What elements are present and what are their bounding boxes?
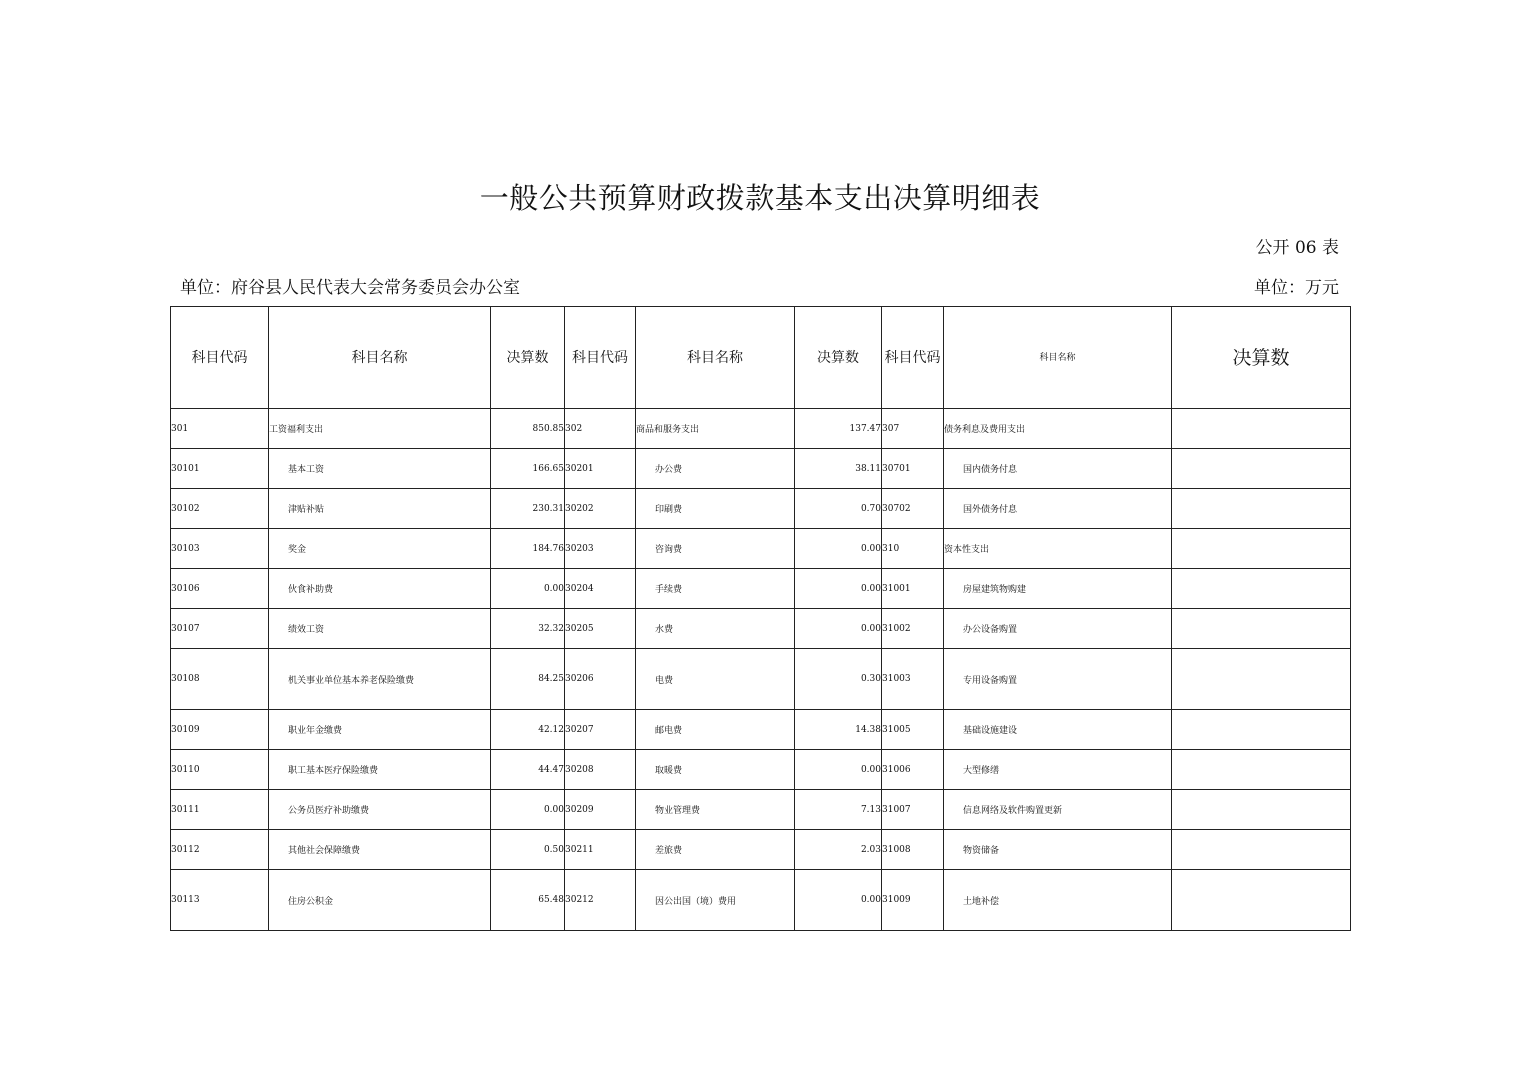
name-cell: 因公出国（境）费用 <box>636 870 795 931</box>
code-cell: 31009 <box>882 870 944 931</box>
code-cell: 30110 <box>171 750 269 790</box>
code-cell: 30209 <box>565 790 636 830</box>
name-cell: 信息网络及软件购置更新 <box>944 790 1172 830</box>
code-cell: 31002 <box>882 609 944 649</box>
name-cell: 职业年金缴费 <box>269 710 491 750</box>
name-cell: 公务员医疗补助缴费 <box>269 790 491 830</box>
table-row <box>171 750 1351 790</box>
amount-cell: 2.03 <box>795 830 882 870</box>
amount-cell <box>1172 529 1351 569</box>
amount-cell <box>1172 750 1351 790</box>
amount-cell <box>1172 569 1351 609</box>
amount-cell: 84.25 <box>491 649 565 710</box>
header-code-1: 科目代码 <box>171 307 269 409</box>
code-cell: 302 <box>565 409 636 449</box>
code-cell: 30212 <box>565 870 636 931</box>
unit-organization: 单位：府谷县人民代表大会常务委员会办公室 <box>180 278 520 298</box>
amount-cell <box>1172 870 1351 931</box>
code-cell: 31008 <box>882 830 944 870</box>
code-cell: 30207 <box>565 710 636 750</box>
name-cell: 办公费 <box>636 449 795 489</box>
amount-cell: 14.38 <box>795 710 882 750</box>
header-amount-3: 决算数 <box>1172 307 1351 409</box>
amount-cell <box>1172 409 1351 449</box>
code-cell: 30205 <box>565 609 636 649</box>
name-cell: 其他社会保障缴费 <box>269 830 491 870</box>
amount-cell: 0.00 <box>491 569 565 609</box>
code-cell: 30109 <box>171 710 269 750</box>
name-cell: 职工基本医疗保险缴费 <box>269 750 491 790</box>
table-row <box>171 609 1351 649</box>
amount-cell: 184.76 <box>491 529 565 569</box>
name-cell: 商品和服务支出 <box>636 409 795 449</box>
code-cell: 30106 <box>171 569 269 609</box>
amount-cell <box>1172 609 1351 649</box>
name-cell: 印刷费 <box>636 489 795 529</box>
name-cell: 绩效工资 <box>269 609 491 649</box>
table-row <box>171 489 1351 529</box>
amount-cell: 850.85 <box>491 409 565 449</box>
amount-cell: 38.11 <box>795 449 882 489</box>
code-cell: 30113 <box>171 870 269 931</box>
amount-cell: 0.00 <box>795 529 882 569</box>
name-cell: 手续费 <box>636 569 795 609</box>
amount-cell: 0.00 <box>491 790 565 830</box>
table-row <box>171 569 1351 609</box>
name-cell: 国内债务付息 <box>944 449 1172 489</box>
amount-cell: 65.48 <box>491 870 565 931</box>
unit-currency: 单位：万元 <box>1254 278 1339 298</box>
amount-cell <box>1172 830 1351 870</box>
table-row <box>171 449 1351 489</box>
code-cell: 30702 <box>882 489 944 529</box>
code-cell: 31003 <box>882 649 944 710</box>
form-number: 公开 06 表 <box>1255 238 1339 258</box>
name-cell: 邮电费 <box>636 710 795 750</box>
amount-cell: 44.47 <box>491 750 565 790</box>
name-cell: 资本性支出 <box>944 529 1172 569</box>
name-cell: 基本工资 <box>269 449 491 489</box>
name-cell: 办公设备购置 <box>944 609 1172 649</box>
amount-cell: 137.47 <box>795 409 882 449</box>
table-row <box>171 409 1351 449</box>
code-cell: 30111 <box>171 790 269 830</box>
code-cell: 31006 <box>882 750 944 790</box>
name-cell: 机关事业单位基本养老保险缴费 <box>269 649 491 710</box>
name-cell: 取暖费 <box>636 750 795 790</box>
code-cell: 30108 <box>171 649 269 710</box>
page-title: 一般公共预算财政拨款基本支出决算明细表 <box>479 181 1041 215</box>
name-cell: 差旅费 <box>636 830 795 870</box>
header-name-3: 科目名称 <box>944 307 1172 409</box>
amount-cell <box>1172 449 1351 489</box>
code-cell: 31001 <box>882 569 944 609</box>
header-amount-1: 决算数 <box>491 307 565 409</box>
table-row <box>171 529 1351 569</box>
amount-cell: 166.65 <box>491 449 565 489</box>
amount-cell: 42.12 <box>491 710 565 750</box>
code-cell: 307 <box>882 409 944 449</box>
name-cell: 住房公积金 <box>269 870 491 931</box>
header-code-3: 科目代码 <box>882 307 944 409</box>
name-cell: 咨询费 <box>636 529 795 569</box>
code-cell: 30203 <box>565 529 636 569</box>
code-cell: 30102 <box>171 489 269 529</box>
amount-cell: 0.50 <box>491 830 565 870</box>
table-row <box>171 790 1351 830</box>
table-row <box>171 649 1351 710</box>
amount-cell: 32.32 <box>491 609 565 649</box>
code-cell: 30208 <box>565 750 636 790</box>
header-name-2: 科目名称 <box>636 307 795 409</box>
name-cell: 水费 <box>636 609 795 649</box>
amount-cell <box>1172 790 1351 830</box>
code-cell: 30201 <box>565 449 636 489</box>
code-cell: 30101 <box>171 449 269 489</box>
table-row <box>171 830 1351 870</box>
code-cell: 301 <box>171 409 269 449</box>
name-cell: 房屋建筑物购建 <box>944 569 1172 609</box>
code-cell: 30103 <box>171 529 269 569</box>
name-cell: 奖金 <box>269 529 491 569</box>
name-cell: 电费 <box>636 649 795 710</box>
name-cell: 基础设施建设 <box>944 710 1172 750</box>
header-code-2: 科目代码 <box>565 307 636 409</box>
code-cell: 30112 <box>171 830 269 870</box>
table-row <box>171 870 1351 931</box>
header-name-1: 科目名称 <box>269 307 491 409</box>
amount-cell: 0.00 <box>795 870 882 931</box>
amount-cell: 0.30 <box>795 649 882 710</box>
amount-cell: 0.00 <box>795 569 882 609</box>
amount-cell: 0.00 <box>795 750 882 790</box>
code-cell: 30701 <box>882 449 944 489</box>
code-cell: 30211 <box>565 830 636 870</box>
amount-cell <box>1172 489 1351 529</box>
name-cell: 津贴补贴 <box>269 489 491 529</box>
code-cell: 30206 <box>565 649 636 710</box>
header-row <box>171 307 1351 409</box>
name-cell: 专用设备购置 <box>944 649 1172 710</box>
name-cell: 伙食补助费 <box>269 569 491 609</box>
header-amount-2: 决算数 <box>795 307 882 409</box>
amount-cell <box>1172 710 1351 750</box>
amount-cell: 0.70 <box>795 489 882 529</box>
name-cell: 大型修缮 <box>944 750 1172 790</box>
code-cell: 30204 <box>565 569 636 609</box>
name-cell: 债务利息及费用支出 <box>944 409 1172 449</box>
amount-cell: 7.13 <box>795 790 882 830</box>
name-cell: 工资福利支出 <box>269 409 491 449</box>
name-cell: 土地补偿 <box>944 870 1172 931</box>
name-cell: 国外债务付息 <box>944 489 1172 529</box>
expenditure-detail-table <box>170 306 1351 931</box>
name-cell: 物资储备 <box>944 830 1172 870</box>
code-cell: 30202 <box>565 489 636 529</box>
table-row <box>171 710 1351 750</box>
name-cell: 物业管理费 <box>636 790 795 830</box>
amount-cell <box>1172 649 1351 710</box>
amount-cell: 230.31 <box>491 489 565 529</box>
code-cell: 31007 <box>882 790 944 830</box>
amount-cell: 0.00 <box>795 609 882 649</box>
code-cell: 30107 <box>171 609 269 649</box>
code-cell: 310 <box>882 529 944 569</box>
code-cell: 31005 <box>882 710 944 750</box>
